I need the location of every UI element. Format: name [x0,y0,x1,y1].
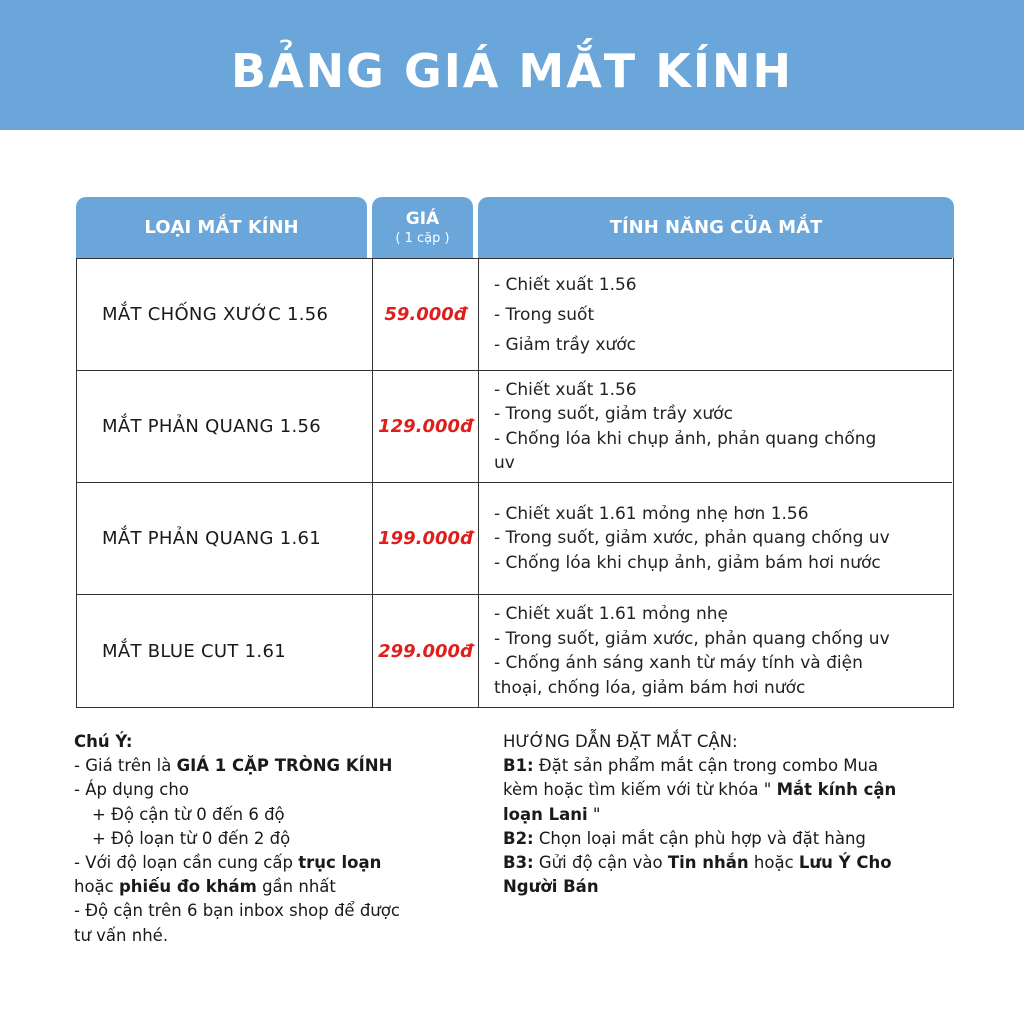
lens-features [479,371,952,482]
lens-features [479,483,952,594]
step-text: " [587,804,601,824]
table-row [77,482,952,594]
notes-line: tư vấn nhé. [74,925,169,945]
notes-text: - Với độ loạn cần cung cấp [74,853,299,873]
step-label: B1: [503,756,534,776]
lens-name: MẮT CHỐNG XƯỚC 1.56 [77,259,373,370]
step-text: hoặc [748,853,799,873]
notes-line: - Áp dụng cho [74,780,189,800]
guide-step-3 [503,851,953,875]
header-price-sub: ( 1 cặp ) [395,231,450,246]
step-keyword: Tin nhắn [667,853,749,873]
notes-emphasis: GIÁ 1 CẶP TRÒNG KÍNH [176,756,393,776]
feature-line: uv [494,453,515,473]
notes-line [74,754,474,778]
notes-text: gần nhất [256,877,336,897]
title-banner [0,0,1024,130]
step-label: B3: [503,853,534,873]
guide-step-3-cont: Người Bán [503,877,599,897]
header-price-label: GIÁ [405,209,440,229]
guide-step-2 [503,827,953,851]
notes-title: Chú Ý: [74,732,133,751]
feature-line: thoại, chống lóa, giảm bám hơi nước [494,677,806,698]
notes-line: - Độ cận trên 6 bạn inbox shop để được [74,901,400,921]
notes-emphasis: trục loạn [298,853,382,873]
notes-text: - Giá trên là [74,756,177,776]
notes-line [74,875,474,899]
lens-price: 299.000đ [373,595,479,707]
step-text: Chọn loại mắt cận phù hợp và đặt hàng [533,828,866,848]
table-row [77,370,952,482]
guide-step-1-cont [503,778,953,802]
table-row [77,594,952,707]
lens-features [479,595,952,707]
lens-price: 129.000đ [373,371,479,482]
notes-line: + Độ cận từ 0 đến 6 độ [92,804,285,824]
guide-step-1 [503,754,953,778]
feature-line: - Chiết xuất 1.61 mỏng nhẹ [494,604,728,624]
feature-line: - Giảm trầy xước [494,334,636,355]
price-table [76,258,954,708]
feature-line: - Chiết xuất 1.56 [494,274,637,295]
header-features [478,197,954,258]
guide-title: HƯỚNG DẪN ĐẶT MẮT CẬN: [503,732,738,751]
notes-section [74,730,474,948]
lens-name: MẮT PHẢN QUANG 1.56 [77,371,373,482]
notes-text: hoặc [74,877,119,897]
header-type [76,197,367,258]
step-keyword: Mắt kính cận [776,780,897,800]
feature-line: - Chống lóa khi chụp ảnh, phản quang chống [494,428,877,449]
step-keyword: loạn Lani [503,804,588,824]
lens-name: MẮT BLUE CUT 1.61 [77,595,373,707]
guide-step-1-cont [503,803,953,827]
order-guide-section [503,730,953,899]
lens-price: 199.000đ [373,483,479,594]
header-features-label: TÍNH NĂNG CỦA MẮT [609,217,823,238]
lens-price: 59.000đ [373,259,479,370]
page-title: BẢNG GIÁ MẮT KÍNH [231,44,793,98]
step-keyword: Lưu Ý Cho [798,853,892,873]
feature-line: - Trong suốt, giảm trầy xước [494,404,733,424]
notes-emphasis: phiếu đo khám [118,877,257,897]
header-price [372,197,473,258]
step-text: Đặt sản phẩm mắt cận trong combo Mua [533,756,879,776]
notes-line: + Độ loạn từ 0 đến 2 độ [92,828,291,848]
lens-name: MẮT PHẢN QUANG 1.61 [77,483,373,594]
feature-line: - Trong suốt, giảm xước, phản quang chống uv [494,628,890,649]
step-label: B2: [503,828,534,848]
feature-line: - Chống ánh sáng xanh từ máy tính và điện [494,653,863,673]
feature-line: - Chiết xuất 1.56 [494,379,637,400]
feature-line: - Trong suốt, giảm xước, phản quang chống uv [494,528,890,549]
feature-line: - Chống lóa khi chụp ảnh, giảm bám hơi nước [494,552,881,573]
header-type-label: LOẠI MẮT KÍNH [144,217,299,238]
notes-line [74,851,474,875]
feature-line: - Trong suốt [494,304,595,325]
step-text: Gửi độ cận vào [533,853,668,873]
lens-features [479,259,952,370]
step-text: kèm hoặc tìm kiếm với từ khóa " [503,780,777,800]
table-row [77,258,952,370]
feature-line: - Chiết xuất 1.61 mỏng nhẹ hơn 1.56 [494,503,809,524]
